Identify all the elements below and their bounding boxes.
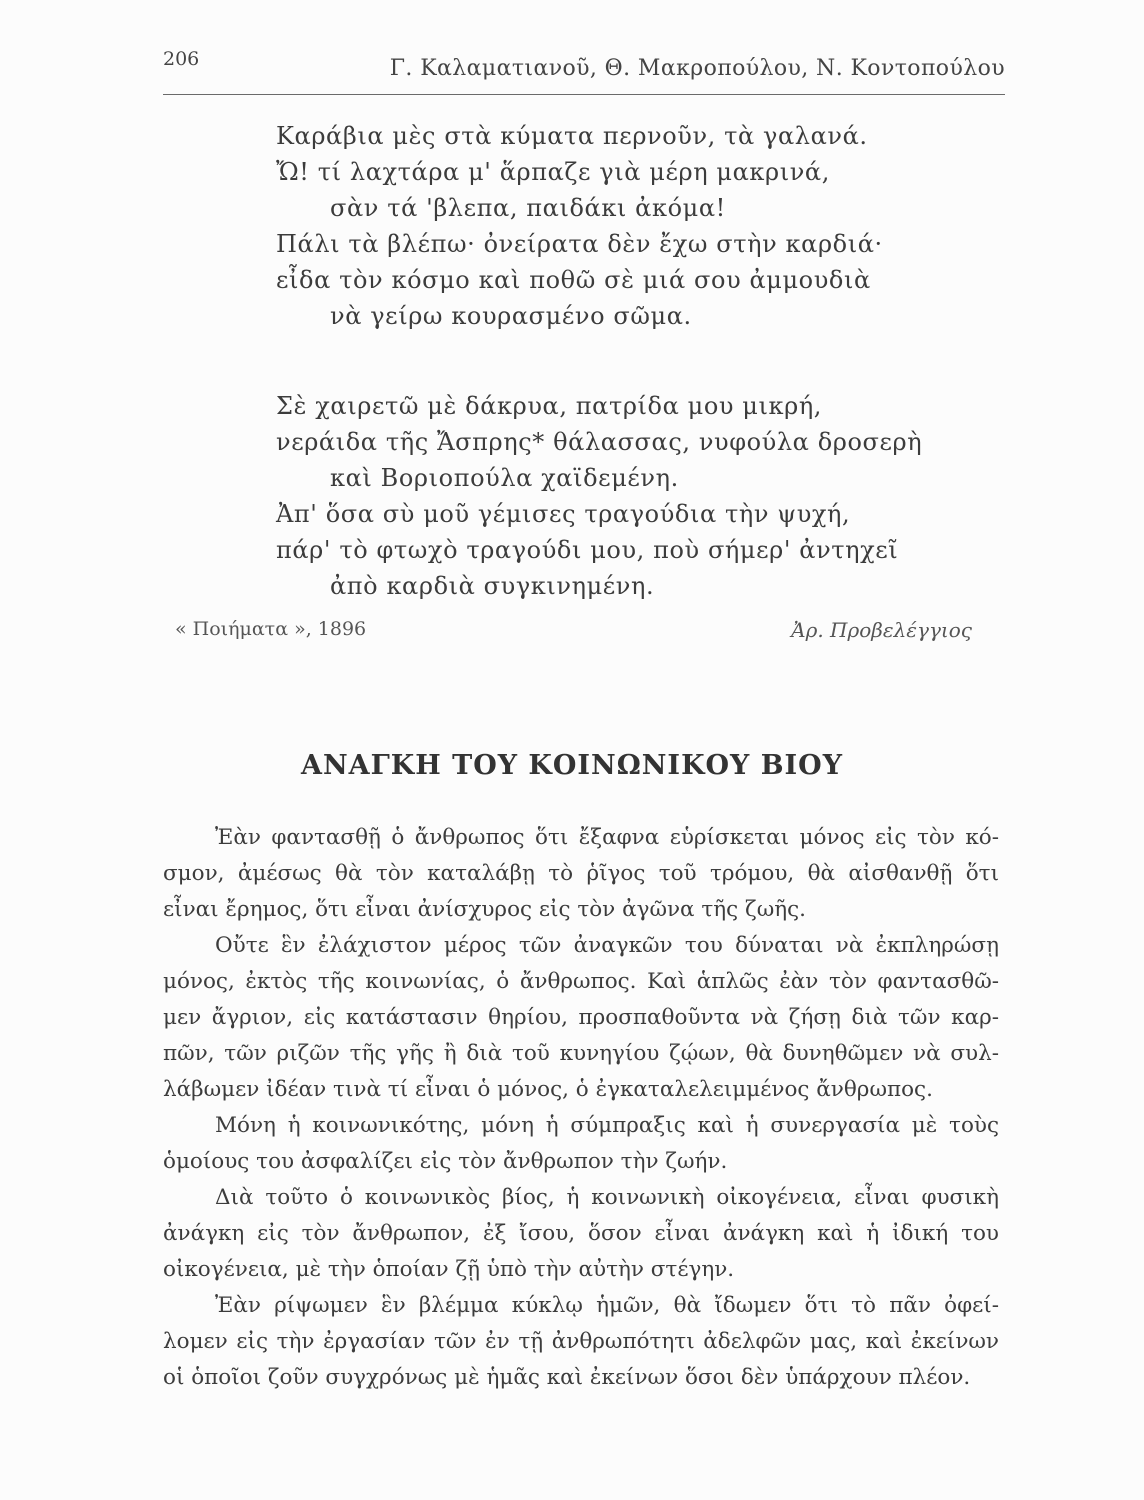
poem-line: Ἀπ' ὅσα σὺ μοῦ γέμισες τραγούδια τὴν ψυχή, bbox=[276, 500, 851, 528]
poem-line: Πάλι τὰ βλέπω· ὀνείρατα δὲν ἔχω στὴν καρδιά· bbox=[276, 230, 883, 258]
poem-line: καὶ Βοριοπούλα χαϊδεμένη. bbox=[330, 464, 679, 492]
poem-line: Σὲ χαιρετῶ μὲ δάκρυα, πατρίδα μου μικρή, bbox=[276, 392, 823, 420]
paragraph-line: πῶν, τῶν ριζῶν τῆς γῆς ἢ διὰ τοῦ κυνηγίου ζῴων, θὰ δυνηθῶμεν νὰ συλ- bbox=[163, 1041, 999, 1066]
paragraph-line: λάβωμεν ἰδέαν τινὰ τί εἶναι ὁ μόνος, ὁ ἐγκαταλελειμμένος ἄνθρωπος. bbox=[163, 1077, 933, 1102]
poem-citation: « Ποιήματα », 1896 bbox=[175, 618, 367, 640]
poem-line: εἶδα τὸν κόσμο καὶ ποθῶ σὲ μιά σου ἀμμουδιὰ bbox=[276, 266, 871, 294]
page-header bbox=[163, 46, 1005, 95]
poem-line: πάρ' τὸ φτωχὸ τραγούδι μου, ποὺ σήμερ' ἀντηχεῖ bbox=[276, 536, 899, 564]
paragraph-line: ὁμοίους του ἀσφαλίζει εἰς τὸν ἄνθρωπον τὴν ζωήν. bbox=[163, 1149, 728, 1174]
paragraph-line: Ἐὰν φαντασθῇ ὁ ἄνθρωπος ὅτι ἔξαφνα εὑρίσκεται μόνος εἰς τὸν κό- bbox=[215, 825, 999, 850]
paragraph-line: λομεν εἰς τὴν ἐργασίαν τῶν ἐν τῇ ἀνθρωπότητι ἀδελφῶν μας, καὶ ἐκείνων bbox=[163, 1329, 999, 1354]
poem-line: νεράιδα τῆς Ἄσπρης* θάλασσας, νυφούλα δροσερὴ bbox=[276, 428, 923, 456]
paragraph-line: μεν ἄγριον, εἰς κατάστασιν θηρίου, προσπαθοῦντα νὰ ζήσῃ διὰ τῶν καρ- bbox=[163, 1005, 999, 1030]
paragraph-line: Μόνη ἡ κοινωνικότης, μόνη ἡ σύμπραξις καὶ ἡ συνεργασία μὲ τοὺς bbox=[215, 1113, 999, 1138]
paragraph-line: ἀνάγκη εἰς τὸν ἄνθρωπον, ἐξ ἴσου, ὅσον εἶναι ἀνάγκη καὶ ἡ ἰδική του bbox=[163, 1221, 999, 1246]
page-number: 206 bbox=[163, 48, 200, 70]
article-title: ΑΝΑΓΚΗ ΤΟΥ ΚΟΙΝΩΝΙΚΟΥ ΒΙΟΥ bbox=[301, 750, 843, 781]
paragraph-line: μόνος, ἐκτὸς τῆς κοινωνίας, ὁ ἄνθρωπος. Καὶ ἁπλῶς ἐὰν τὸν φαντασθῶ- bbox=[163, 969, 999, 994]
paragraph-line: Οὔτε ἓν ἐλάχιστον μέρος τῶν ἀναγκῶν του δύναται νὰ ἐκπληρώσῃ bbox=[215, 933, 999, 958]
running-head: Γ. Καλαματιανοῦ, Θ. Μακροπούλου, Ν. Κοντοπούλου bbox=[389, 56, 1005, 81]
paragraph-line: Διὰ τοῦτο ὁ κοινωνικὸς βίος, ἡ κοινωνικὴ οἰκογένεια, εἶναι φυσικὴ bbox=[215, 1185, 999, 1210]
paragraph-line: εἶναι ἔρημος, ὅτι εἶναι ἀνίσχυρος εἰς τὸν ἀγῶνα τῆς ζωῆς. bbox=[163, 897, 806, 922]
paragraph-line: Ἐὰν ρίψωμεν ἓν βλέμμα κύκλῳ ἡμῶν, θὰ ἴδωμεν ὅτι τὸ πᾶν ὀφεί- bbox=[215, 1293, 999, 1318]
poem-author: Ἀρ. Προβελέγγιος bbox=[791, 618, 972, 642]
poem-line: Καράβια μὲς στὰ κύματα περνοῦν, τὰ γαλανά. bbox=[276, 122, 868, 150]
paragraph-line: σμον, ἀμέσως θὰ τὸν καταλάβῃ τὸ ῥῖγος τοῦ τρόμου, θὰ αἰσθανθῇ ὅτι bbox=[163, 861, 999, 886]
poem-line: σὰν τά 'βλεπα, παιδάκι ἀκόμα! bbox=[330, 194, 726, 222]
paragraph-line: οἰκογένεια, μὲ τὴν ὁποίαν ζῇ ὑπὸ τὴν αὐτὴν στέγην. bbox=[163, 1257, 735, 1282]
poem-line: Ὤ! τί λαχτάρα μ' ἅρπαζε γιὰ μέρη μακρινά, bbox=[276, 158, 830, 186]
poem-line: νὰ γείρω κουρασμένο σῶμα. bbox=[330, 302, 692, 330]
poem-line: ἀπὸ καρδιὰ συγκινημένη. bbox=[330, 572, 655, 600]
paragraph-line: οἱ ὁποῖοι ζοῦν συγχρόνως μὲ ἡμᾶς καὶ ἐκείνων ὅσοι δὲν ὑπάρχουν πλέον. bbox=[163, 1365, 971, 1390]
